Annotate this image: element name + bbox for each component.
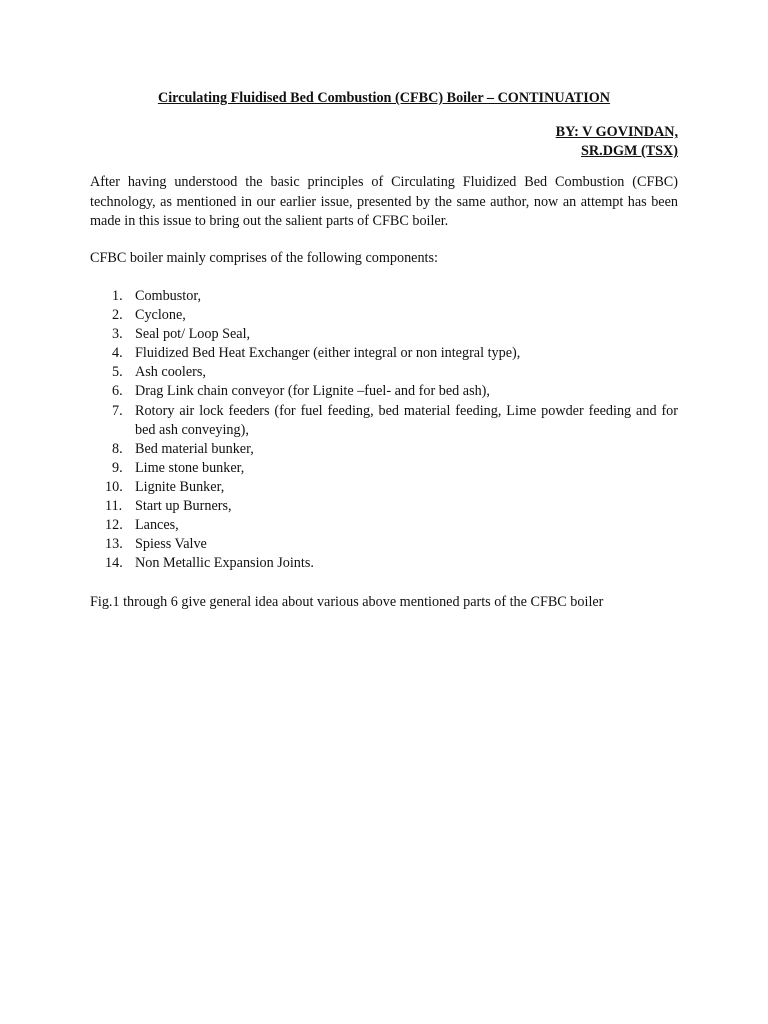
list-item [90, 402, 678, 440]
list-item-text: Lignite Bunker, [135, 478, 225, 495]
list-item-text: Lances, [135, 517, 179, 534]
list-item-text: Rotory air lock feeders (for fuel feeding, bed material feeding, Lime powder feeding and for bed ash conveying), [135, 402, 678, 438]
intro-paragraph: After having understood the basic principles of Circulating Fluidized Bed Combustion (CFBC) technology, as mentioned in our earlier issue, presented by the same author, now an attempt has been made in this issue to bring out the salient parts of CFBC boiler. [90, 174, 678, 229]
list-item [90, 554, 678, 573]
author-designation: SR.DGM (TSX) [581, 143, 678, 159]
list-item-text: Cyclone, [135, 307, 186, 324]
list-item-number: 8. [112, 440, 123, 457]
list-item-number: 10. [105, 478, 123, 495]
list-item-number: 12. [105, 517, 123, 534]
list-item [90, 382, 678, 401]
list-item-text: Fluidized Bed Heat Exchanger (either integral or non integral type), [135, 345, 521, 362]
list-item [90, 478, 678, 497]
list-item-number: 1. [112, 288, 123, 304]
components-intro: CFBC boiler mainly comprises of the following components: [90, 250, 438, 266]
list-item-number: 2. [112, 307, 123, 324]
list-item [90, 287, 678, 306]
list-item-number: 14. [105, 555, 123, 572]
list-item-text: Seal pot/ Loop Seal, [135, 326, 251, 343]
list-item-number: 5. [112, 364, 123, 381]
list-item-text: Drag Link chain conveyor (for Lignite –fuel- and for bed ash), [135, 383, 490, 400]
list-item [90, 440, 678, 459]
components-list [90, 287, 678, 573]
list-item [90, 344, 678, 363]
list-item-number: 13. [105, 536, 123, 553]
list-item-number: 7. [112, 402, 123, 419]
list-item-text: Non Metallic Expansion Joints. [135, 555, 314, 572]
list-item-number: 11. [105, 498, 123, 515]
list-item [90, 535, 678, 554]
author-name: BY: V GOVINDAN, [555, 124, 678, 140]
list-item-text: Start up Burners, [135, 498, 232, 515]
list-item [90, 325, 678, 344]
list-item-text: Ash coolers, [135, 364, 206, 381]
list-item [90, 497, 678, 516]
list-item [90, 459, 678, 478]
list-item-text: Combustor, [135, 288, 202, 304]
list-item-text: Spiess Valve [135, 536, 207, 553]
list-item-number: 9. [112, 459, 123, 476]
list-item [90, 306, 678, 325]
author-block [556, 123, 678, 161]
list-item [90, 363, 678, 382]
closing-paragraph: Fig.1 through 6 give general idea about various above mentioned parts of the CFBC boiler [90, 594, 604, 610]
list-item-text: Bed material bunker, [135, 440, 254, 457]
list-item [90, 516, 678, 535]
list-item-number: 3. [112, 326, 123, 343]
list-item-number: 4. [112, 345, 123, 362]
list-item-text: Lime stone bunker, [135, 459, 245, 476]
list-item-number: 6. [112, 383, 123, 400]
document-title: Circulating Fluidised Bed Combustion (CFBC) Boiler – CONTINUATION [157, 90, 611, 106]
